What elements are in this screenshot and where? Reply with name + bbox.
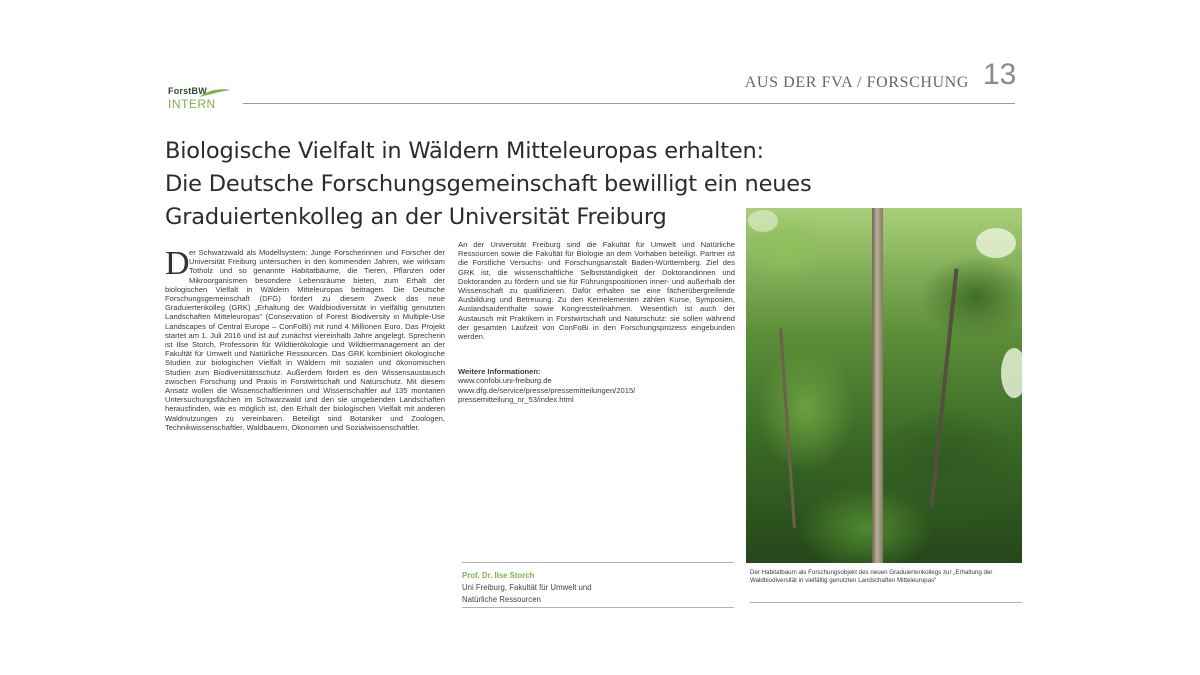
- link-dfg[interactable]: www.dfg.de/service/presse/pressemitteilungen/2015/: [458, 385, 636, 395]
- more-info-heading: Weitere Informationen:: [458, 367, 541, 377]
- body-column-2: [458, 240, 735, 404]
- drop-cap: D: [165, 245, 190, 282]
- author-name: Prof. Dr. Ilse Storch: [462, 571, 535, 580]
- tree-trunk: [872, 208, 883, 563]
- forstbw-logo: [168, 86, 248, 116]
- title-line-1: Biologische Vielfalt in Wäldern Mitteleuropas erhalten:: [165, 138, 764, 164]
- logo-top-text: ForstBW: [168, 86, 207, 96]
- author-bottom-rule: [462, 607, 734, 608]
- photo-caption: Der Habitatbaum als Forschungsobjekt des neuen Graduiertenkollegs zur „Erhaltung der Waldbiodiversität in vielfältig genutzten Landschaften Mitteleuropas“: [750, 569, 993, 584]
- caption-rule: [750, 602, 1022, 603]
- section-label: AUS DER FVA / FORSCHUNG: [744, 74, 969, 91]
- forest-photo: [746, 208, 1022, 563]
- link-dfg-cont[interactable]: pressemitteilung_nr_53/index.html: [458, 394, 574, 404]
- column-1-text: er Schwarzwald als Modellsystem: Junge Forscherinnen und Forscher der Universität Freiburg untersuchen in den kommenden Jahren, wie wirksam Totholz und so genannte Habitatbäume, die Tieren, Pflanzen oder Mikroorganismen besondere Lebensräume bieten, zum Erhalt der biologischen Vielfalt in Wäldern Mitteleuropas beitragen. Die Deutsche Forschungsgemeinschaft (DFG) fördert zu diesem Zweck das neue Graduiertenkolleg (GRK) „Erhaltung der Waldbiodiversität in vielfältig genutzten Landschaften Mitteleuropas“ (Conservation of Forest Biodiversity in Multiple-Use Landscapes of Central Europe – ConFoBi) mit rund 4 Millionen Euro. Das Projekt startet am 1. Juli 2016 und ist auf zunächst viereinhalb Jahre angelegt. Sprecherin ist Ilse Storch, Professorin für Wildtierökologie und Wildtiermanagement an der Fakultät für Umwelt und Natürliche Ressourcen. Das GRK kombiniert ökologische Studien zur biologischen Vielfalt in Wäldern mit sozialen und ökonomischen Studien zum Biodiversitätsschutz. Außerdem fördert es den Wissensaustausch zwischen Forschung und Praxis in Forstwirtschaft und Naturschutz. Mit diesem Ansatz wollen die Wissenschaftlerinnen und Wissenschaftler auf 135 montanen Untersuchungsflächen im Schwarzwald und den sie umgebenden Landschaften herausfinden, wie es möglich ist, den Erhalt der biologischen Vielfalt mit anderen Waldnutzungen zu vereinbaren. Beteiligt sind Botaniker und Zoologen, Technikwissenschaftler, Waldbauern, Ökonomen und Sozialwissenschaftler.: [165, 248, 445, 432]
- author-affiliation-2: Natürliche Ressourcen: [462, 595, 541, 604]
- leaf-swoosh-icon: [198, 88, 232, 98]
- link-confobi[interactable]: www.confobi.uni-freiburg.de: [458, 376, 552, 386]
- title-line-2: Die Deutsche Forschungsgemeinschaft bewilligt ein neues: [165, 171, 812, 197]
- page-number: 13: [983, 58, 1017, 91]
- body-column-1: [165, 245, 445, 432]
- author-affiliation-1: Uni Freiburg, Fakultät für Umwelt und: [462, 583, 592, 592]
- column-2-text: An der Universität Freiburg sind die Fakultät für Umwelt und Natürliche Ressourcen sowie die Fakultät für Biologie an dem Vorhaben beteiligt. Partner ist die Forstliche Versuchs- und Forschungsanstalt Baden-Württemberg. Ziel des GRK ist, die wissenschaftliche Selbstständigkeit der Doktorandinnen und Doktoranden zu fördern und sie für Führungspositionen inner- und außerhalb der Wissenschaft zu qualifizieren. Dafür erhalten sie eine fächerübergreifende Ausbildung und Betreuung. Zu den Kernelementen zählen Kurse, Symposien, Auslandsaufenthalte sowie Kongressteilnahmen. Wesentlich ist auch der Austausch mit Praktikern in Forstwirtschaft und Naturschutz: sie sollen während der gesamten Laufzeit von ConFoBi in den Forschungsprozess eingebunden werden.: [458, 240, 735, 342]
- title-line-3: Graduiertenkolleg an der Universität Freiburg: [165, 204, 667, 230]
- header-rule: [243, 103, 1015, 104]
- author-divider: [462, 562, 734, 563]
- logo-bottom-text: INTERN: [168, 97, 216, 111]
